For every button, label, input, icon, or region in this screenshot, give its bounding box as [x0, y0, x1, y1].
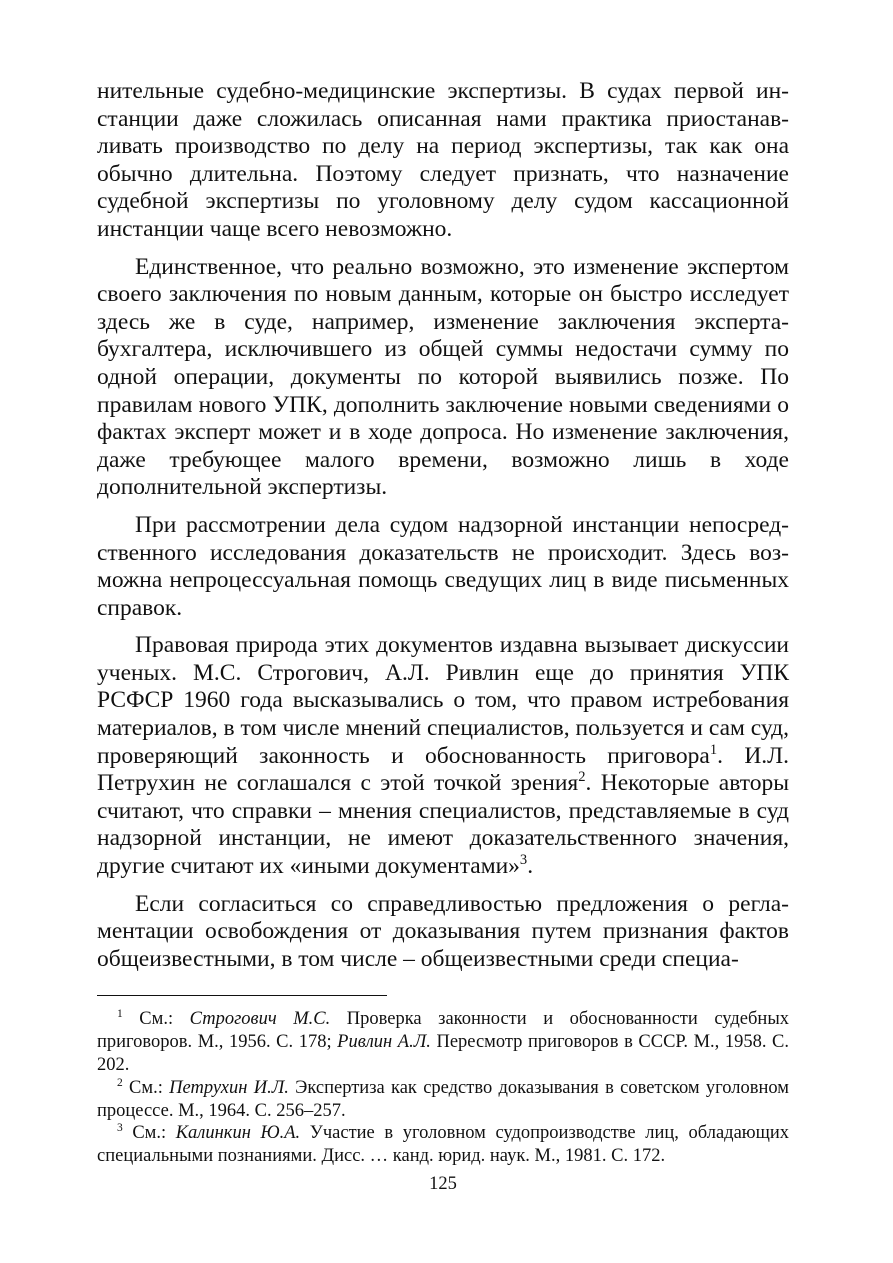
- footnote-3-author: Калинкин Ю.А.: [175, 1123, 301, 1144]
- paragraph-1: [97, 78, 789, 244]
- paragraph-3-text: При рассмотрении дела судом надзорной инстанции непосредственного исследования доказательств не происходит. Здесь возможна непроцессуальная помощь сведущих лиц в виде письменных справок.: [97, 511, 789, 621]
- footnote-2-title: Экспертиза как средство доказывания в советском уголовном процессе. М., 1964. С. 256–257.: [97, 1077, 789, 1121]
- paragraph-3: [97, 512, 789, 622]
- footnote-2-author: Петрухин И.Л.: [169, 1077, 289, 1098]
- paragraph-4-text-c: . Некоторые авторы считают, что справки – мнения специалистов, представляемые в суд надзорной инстанции, не имеют доказательственного значения, другие считают их «иными документами»: [97, 770, 789, 880]
- paragraph-4: [97, 632, 789, 880]
- footnote-1-prefix: См.:: [122, 1009, 190, 1030]
- paragraph-5: [97, 891, 789, 974]
- book-page: [97, 78, 789, 1195]
- footnote-3-number: 3: [117, 1122, 123, 1135]
- footnote-divider: [97, 995, 387, 996]
- footnote-3-prefix: См.:: [122, 1123, 176, 1144]
- main-text: [97, 78, 789, 973]
- paragraph-1-text: нительные судебно-медицинские экспертизы. В судах первой инстанции даже сложилась описанная нами практика приостанавливать производство по делу на период экспертизы, так как она обычно длительна. Поэтому следует признать, что назначение судебной экспертизы по уголовному делу судом кассационной инстанции чаще всего невозможно.: [97, 78, 789, 242]
- footnote-2-prefix: См.:: [122, 1077, 170, 1098]
- footnote-ref-3[interactable]: 3: [519, 852, 528, 869]
- footnote-ref-1[interactable]: 1: [709, 741, 718, 758]
- footnote-ref-2[interactable]: 2: [578, 769, 586, 786]
- footnote-1-title-1: Проверка законности и обоснованности судебных приговоров. М., 1956. С. 178;: [97, 1009, 789, 1053]
- footnote-3-title: Участие в уголовном судопроизводстве лиц, обладающих специальными познаниями. Дисс. … канд. юрид. наук. М., 1981. С. 172.: [97, 1123, 789, 1167]
- footnote-1-title-2: Пересмотр приговоров в СССР. М., 1958. С. 202.: [97, 1032, 789, 1075]
- paragraph-4-text-b: . И.Л. Петрухин не соглашался с этой точкой зрения: [97, 742, 789, 797]
- paragraph-2: [97, 254, 789, 502]
- footnote-1-author-2: Ривлин А.Л.: [337, 1032, 431, 1053]
- footnote-1-number: 1: [117, 1008, 123, 1021]
- paragraph-5-text: Если согласиться со справедливостью предложения о регламентации освобождения от доказывания путем признания фактов общеизвестными, в том числе – общеизвестными среди специа-: [97, 890, 789, 972]
- paragraph-4-text-a: Правовая природа этих документов издавна вызывает дискуссии ученых. М.С. Строгович, А.Л. Ривлин еще до принятия УПК РСФСР 1960 года высказывались о том, что правом истребования материалов, в том числе мнений специалистов, пользуется и сам суд, проверяющий законность и обоснованность приговора: [97, 632, 789, 769]
- footnotes: [97, 1008, 789, 1168]
- footnote-1: [97, 1008, 789, 1076]
- footnote-1-author-1: Строгович М.С.: [189, 1009, 331, 1030]
- footnote-2: [97, 1077, 789, 1123]
- footnote-3: [97, 1122, 789, 1168]
- paragraph-2-text: Единственное, что реально возможно, это изменение экспертом своего заключения по новым данным, которые он быстро исследует здесь же в суде, например, изменение заключения эксперта-бухгалтера, исключившего из общей суммы недостачи сумму по одной операции, документы по которой выявились позже. По правилам нового УПК, дополнить заключение новыми сведениями о фактах эксперт может и в ходе допроса. Но изменение заключения, даже требующее малого времени, возможно лишь в ходе дополнительной экспертизы.: [97, 253, 789, 501]
- page-number: 125: [429, 1173, 457, 1194]
- paragraph-4-text-d: .: [527, 853, 534, 880]
- footnote-2-number: 2: [117, 1076, 123, 1089]
